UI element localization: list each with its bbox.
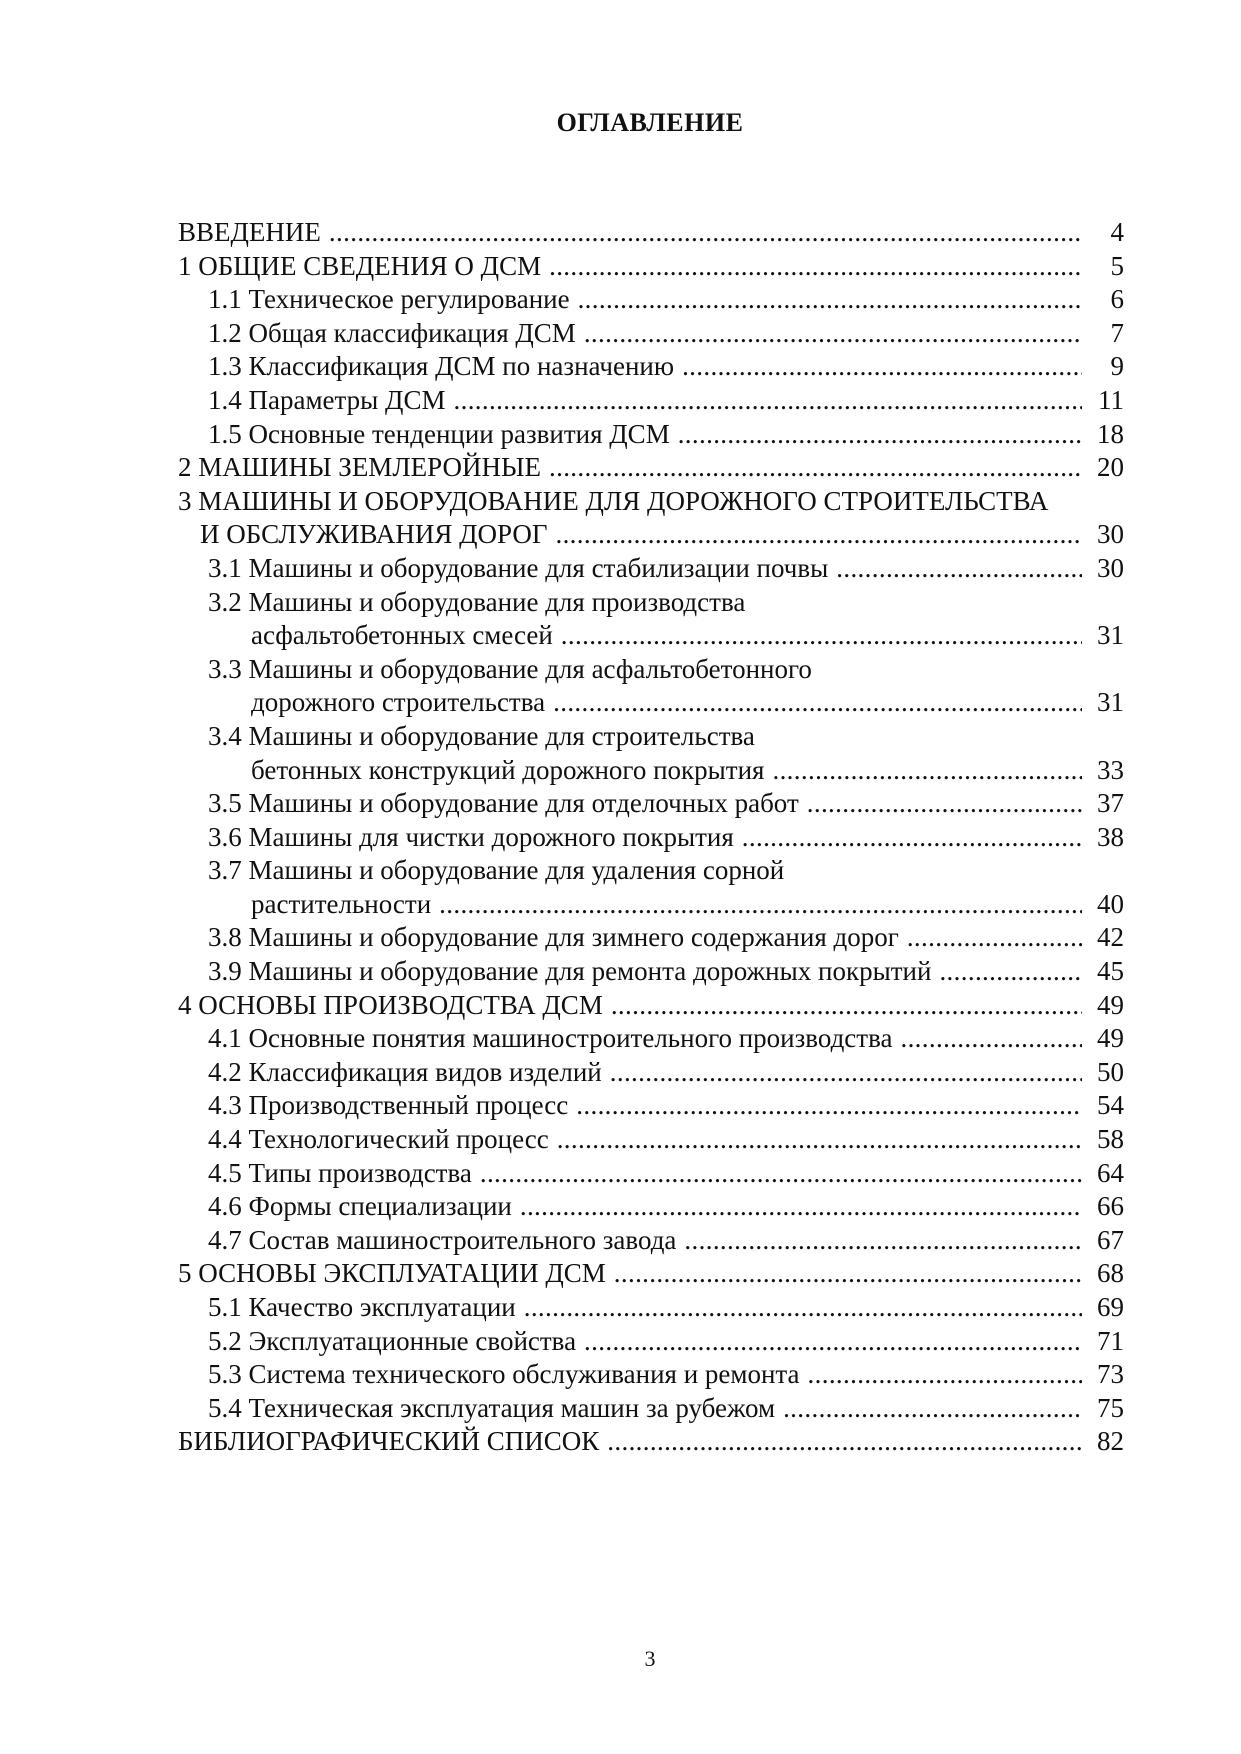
- toc-entry-text: 4.4 Технологический процесс: [208, 1124, 549, 1155]
- toc-entry-text: 4.7 Состав машиностроительного завода: [208, 1224, 677, 1255]
- toc-entry: [178, 1425, 1124, 1459]
- toc-entry-text: 2 МАШИНЫ ЗЕМЛЕРОЙНЫЕ: [178, 452, 541, 483]
- toc-dot-leader: [939, 955, 1082, 989]
- toc-page-number: 40: [1097, 888, 1124, 919]
- toc-dot-leader: [607, 1425, 1082, 1459]
- toc-entry: [178, 1190, 1124, 1224]
- toc-entry-text: 5 ОСНОВЫ ЭКСПЛУАТАЦИИ ДСМ: [178, 1258, 606, 1289]
- toc-entry: [178, 1089, 1124, 1123]
- toc-entry-text: 3.5 Машины и оборудование для отделочных работ: [208, 788, 799, 819]
- toc-page-number: 37: [1097, 788, 1124, 819]
- toc-page-number: 54: [1097, 1090, 1124, 1121]
- toc-dot-leader: [561, 619, 1082, 653]
- toc-page-number: 9: [1110, 351, 1124, 382]
- toc-dot-leader: [907, 921, 1082, 955]
- toc-entry: [178, 1022, 1124, 1056]
- toc-entry: [178, 350, 1124, 384]
- toc-page-number: 49: [1097, 989, 1124, 1020]
- toc-dot-leader: [742, 821, 1082, 855]
- toc-entry-text: асфальтобетонных смесей: [251, 620, 553, 651]
- toc-page-number: 31: [1097, 620, 1124, 651]
- toc-page-number: 33: [1097, 754, 1124, 785]
- toc-dot-leader: [584, 1325, 1082, 1359]
- toc-entry: [178, 921, 1124, 955]
- toc-page-number: 71: [1097, 1325, 1124, 1356]
- toc-entry: [178, 216, 1124, 250]
- toc-page-number: 11: [1098, 384, 1124, 415]
- toc-dot-leader: [900, 1022, 1082, 1056]
- toc-page-number: 50: [1097, 1056, 1124, 1087]
- toc-page-number: 30: [1097, 552, 1124, 583]
- toc-page-number: 66: [1097, 1191, 1124, 1222]
- toc-entry-text: дорожного строительства: [251, 687, 546, 718]
- toc-entry-text: 1.2 Общая классификация ДСМ: [208, 317, 576, 348]
- toc-dot-leader: [682, 350, 1082, 384]
- toc-entry-text: 1.5 Основные тенденции развития ДСМ: [208, 418, 670, 449]
- toc-entry-text: 5.1 Качество эксплуатации: [208, 1292, 516, 1322]
- toc-entry-text: растительности: [251, 888, 432, 919]
- toc-entry-text: 3.1 Машины и оборудование для стабилизации почвы: [208, 552, 829, 583]
- toc-entry: [178, 485, 1124, 552]
- toc-entry: [178, 552, 1124, 586]
- toc-entry: [178, 250, 1124, 284]
- toc-entry-text: 4.6 Формы специализации: [208, 1191, 512, 1222]
- toc-entry-text: 3 МАШИНЫ И ОБОРУДОВАНИЕ ДЛЯ ДОРОЖНОГО СТРОИТЕЛЬСТВА: [178, 485, 1049, 516]
- toc-entry-text: 4.1 Основные понятия машиностроительного производства: [208, 1023, 893, 1054]
- toc-dot-leader: [480, 1157, 1082, 1191]
- table-of-contents: [178, 216, 1124, 1459]
- toc-dot-leader: [549, 451, 1082, 485]
- toc-dot-leader: [678, 418, 1082, 452]
- toc-dot-leader: [549, 250, 1082, 284]
- toc-entry-text: 3.8 Машины и оборудование для зимнего содержания дорог: [208, 922, 899, 953]
- toc-page-number: 69: [1097, 1292, 1124, 1322]
- toc-page-number: 5: [1110, 250, 1124, 281]
- toc-entry: [178, 317, 1124, 351]
- toc-dot-leader: [557, 1123, 1082, 1157]
- toc-dot-leader: [836, 552, 1082, 586]
- page-number: 3: [644, 1646, 656, 1671]
- toc-page-number: 82: [1097, 1426, 1124, 1457]
- toc-dot-leader: [439, 888, 1082, 922]
- toc-entry-text: 4 ОСНОВЫ ПРОИЗВОДСТВА ДСМ: [178, 989, 603, 1020]
- toc-entry-text: 3.2 Машины и оборудование для производства: [208, 586, 746, 617]
- toc-entry-text: И ОБСЛУЖИВАНИЯ ДОРОГ: [200, 519, 548, 550]
- toc-entry: [178, 1358, 1124, 1392]
- toc-page-number: 6: [1110, 284, 1124, 315]
- toc-entry-text: 3.3 Машины и оборудование для асфальтобетонного: [208, 653, 812, 684]
- toc-entry: [178, 283, 1124, 317]
- toc-dot-leader: [783, 1392, 1082, 1426]
- toc-page-number: 18: [1097, 418, 1124, 449]
- toc-entry: [178, 1157, 1124, 1191]
- toc-dot-leader: [808, 1358, 1082, 1392]
- page-title: ОГЛАВЛЕНИЕ: [556, 108, 744, 137]
- toc-dot-leader: [555, 518, 1082, 552]
- toc-dot-leader: [578, 283, 1082, 317]
- toc-entry-text: 3.4 Машины и оборудование для строительства: [208, 720, 755, 751]
- toc-page-number: 31: [1097, 687, 1124, 718]
- toc-page-number: 58: [1097, 1124, 1124, 1155]
- toc-entry-text: 1 ОБЩИЕ СВЕДЕНИЯ О ДСМ: [178, 250, 542, 281]
- toc-entry-text: бетонных конструкций дорожного покрытия: [251, 754, 765, 785]
- toc-entry: [178, 989, 1124, 1023]
- toc-entry-text: 4.2 Классификация видов изделий: [208, 1056, 602, 1087]
- toc-entry: [178, 821, 1124, 855]
- toc-dot-leader: [524, 1291, 1082, 1325]
- toc-dot-leader: [329, 216, 1082, 250]
- toc-entry-text: 4.5 Типы производства: [208, 1157, 472, 1188]
- toc-dot-leader: [611, 989, 1082, 1023]
- toc-page-number: 75: [1097, 1392, 1124, 1423]
- toc-entry: [178, 653, 1124, 720]
- toc-entry-text: 1.1 Техническое регулирование: [208, 284, 570, 315]
- toc-entry-text: ВВЕДЕНИЕ: [178, 217, 321, 247]
- toc-page-number: 30: [1097, 519, 1124, 550]
- toc-entry: [178, 1257, 1124, 1291]
- toc-entry-text: 1.3 Классификация ДСМ по назначению: [208, 351, 675, 382]
- toc-entry: [178, 955, 1124, 989]
- toc-entry-text: 5.3 Система технического обслуживания и ремонта: [208, 1359, 800, 1390]
- toc-entry-text: 5.2 Эксплуатационные свойства: [208, 1325, 577, 1356]
- toc-entry: [178, 1392, 1124, 1426]
- toc-page-number: 68: [1097, 1258, 1124, 1289]
- toc-page-number: 4: [1110, 217, 1124, 247]
- toc-page-number: 45: [1097, 956, 1124, 987]
- toc-entry: [178, 1291, 1124, 1325]
- toc-dot-leader: [610, 1056, 1082, 1090]
- toc-page-number: 20: [1097, 452, 1124, 483]
- toc-entry: [178, 418, 1124, 452]
- toc-entry: [178, 586, 1124, 653]
- toc-entry-text: 3.9 Машины и оборудование для ремонта дорожных покрытий: [208, 956, 932, 987]
- toc-dot-leader: [614, 1257, 1082, 1291]
- toc-entry: [178, 451, 1124, 485]
- toc-page-number: 7: [1110, 317, 1124, 348]
- toc-page-number: 64: [1097, 1157, 1124, 1188]
- toc-entry: [178, 1224, 1124, 1258]
- toc-page-number: 42: [1097, 922, 1124, 953]
- toc-page-number: 73: [1097, 1359, 1124, 1390]
- toc-entry: [178, 720, 1124, 787]
- toc-dot-leader: [807, 787, 1082, 821]
- toc-dot-leader: [772, 754, 1082, 788]
- toc-entry-text: 4.3 Производственный процесс: [208, 1090, 569, 1121]
- toc-dot-leader: [553, 686, 1082, 720]
- toc-page-number: 67: [1097, 1224, 1124, 1255]
- toc-dot-leader: [584, 317, 1082, 351]
- toc-entry-text: 3.6 Машины для чистки дорожного покрытия: [208, 821, 734, 852]
- toc-page-number: 49: [1097, 1023, 1124, 1054]
- toc-dot-leader: [684, 1224, 1082, 1258]
- toc-entry: [178, 1123, 1124, 1157]
- toc-entry: [178, 787, 1124, 821]
- toc-entry-text: БИБЛИОГРАФИЧЕСКИЙ СПИСОК: [178, 1426, 600, 1457]
- toc-entry-text: 3.7 Машины и оборудование для удаления сорной: [208, 855, 785, 886]
- toc-dot-leader: [520, 1190, 1082, 1224]
- toc-entry-text: 1.4 Параметры ДСМ: [208, 384, 446, 415]
- toc-page-number: 38: [1097, 821, 1124, 852]
- toc-entry: [178, 1325, 1124, 1359]
- toc-entry: [178, 1056, 1124, 1090]
- toc-dot-leader: [454, 384, 1083, 418]
- toc-entry-text: 5.4 Техническая эксплуатация машин за рубежом: [208, 1392, 776, 1423]
- toc-dot-leader: [576, 1089, 1082, 1123]
- toc-entry: [178, 384, 1124, 418]
- toc-entry: [178, 854, 1124, 921]
